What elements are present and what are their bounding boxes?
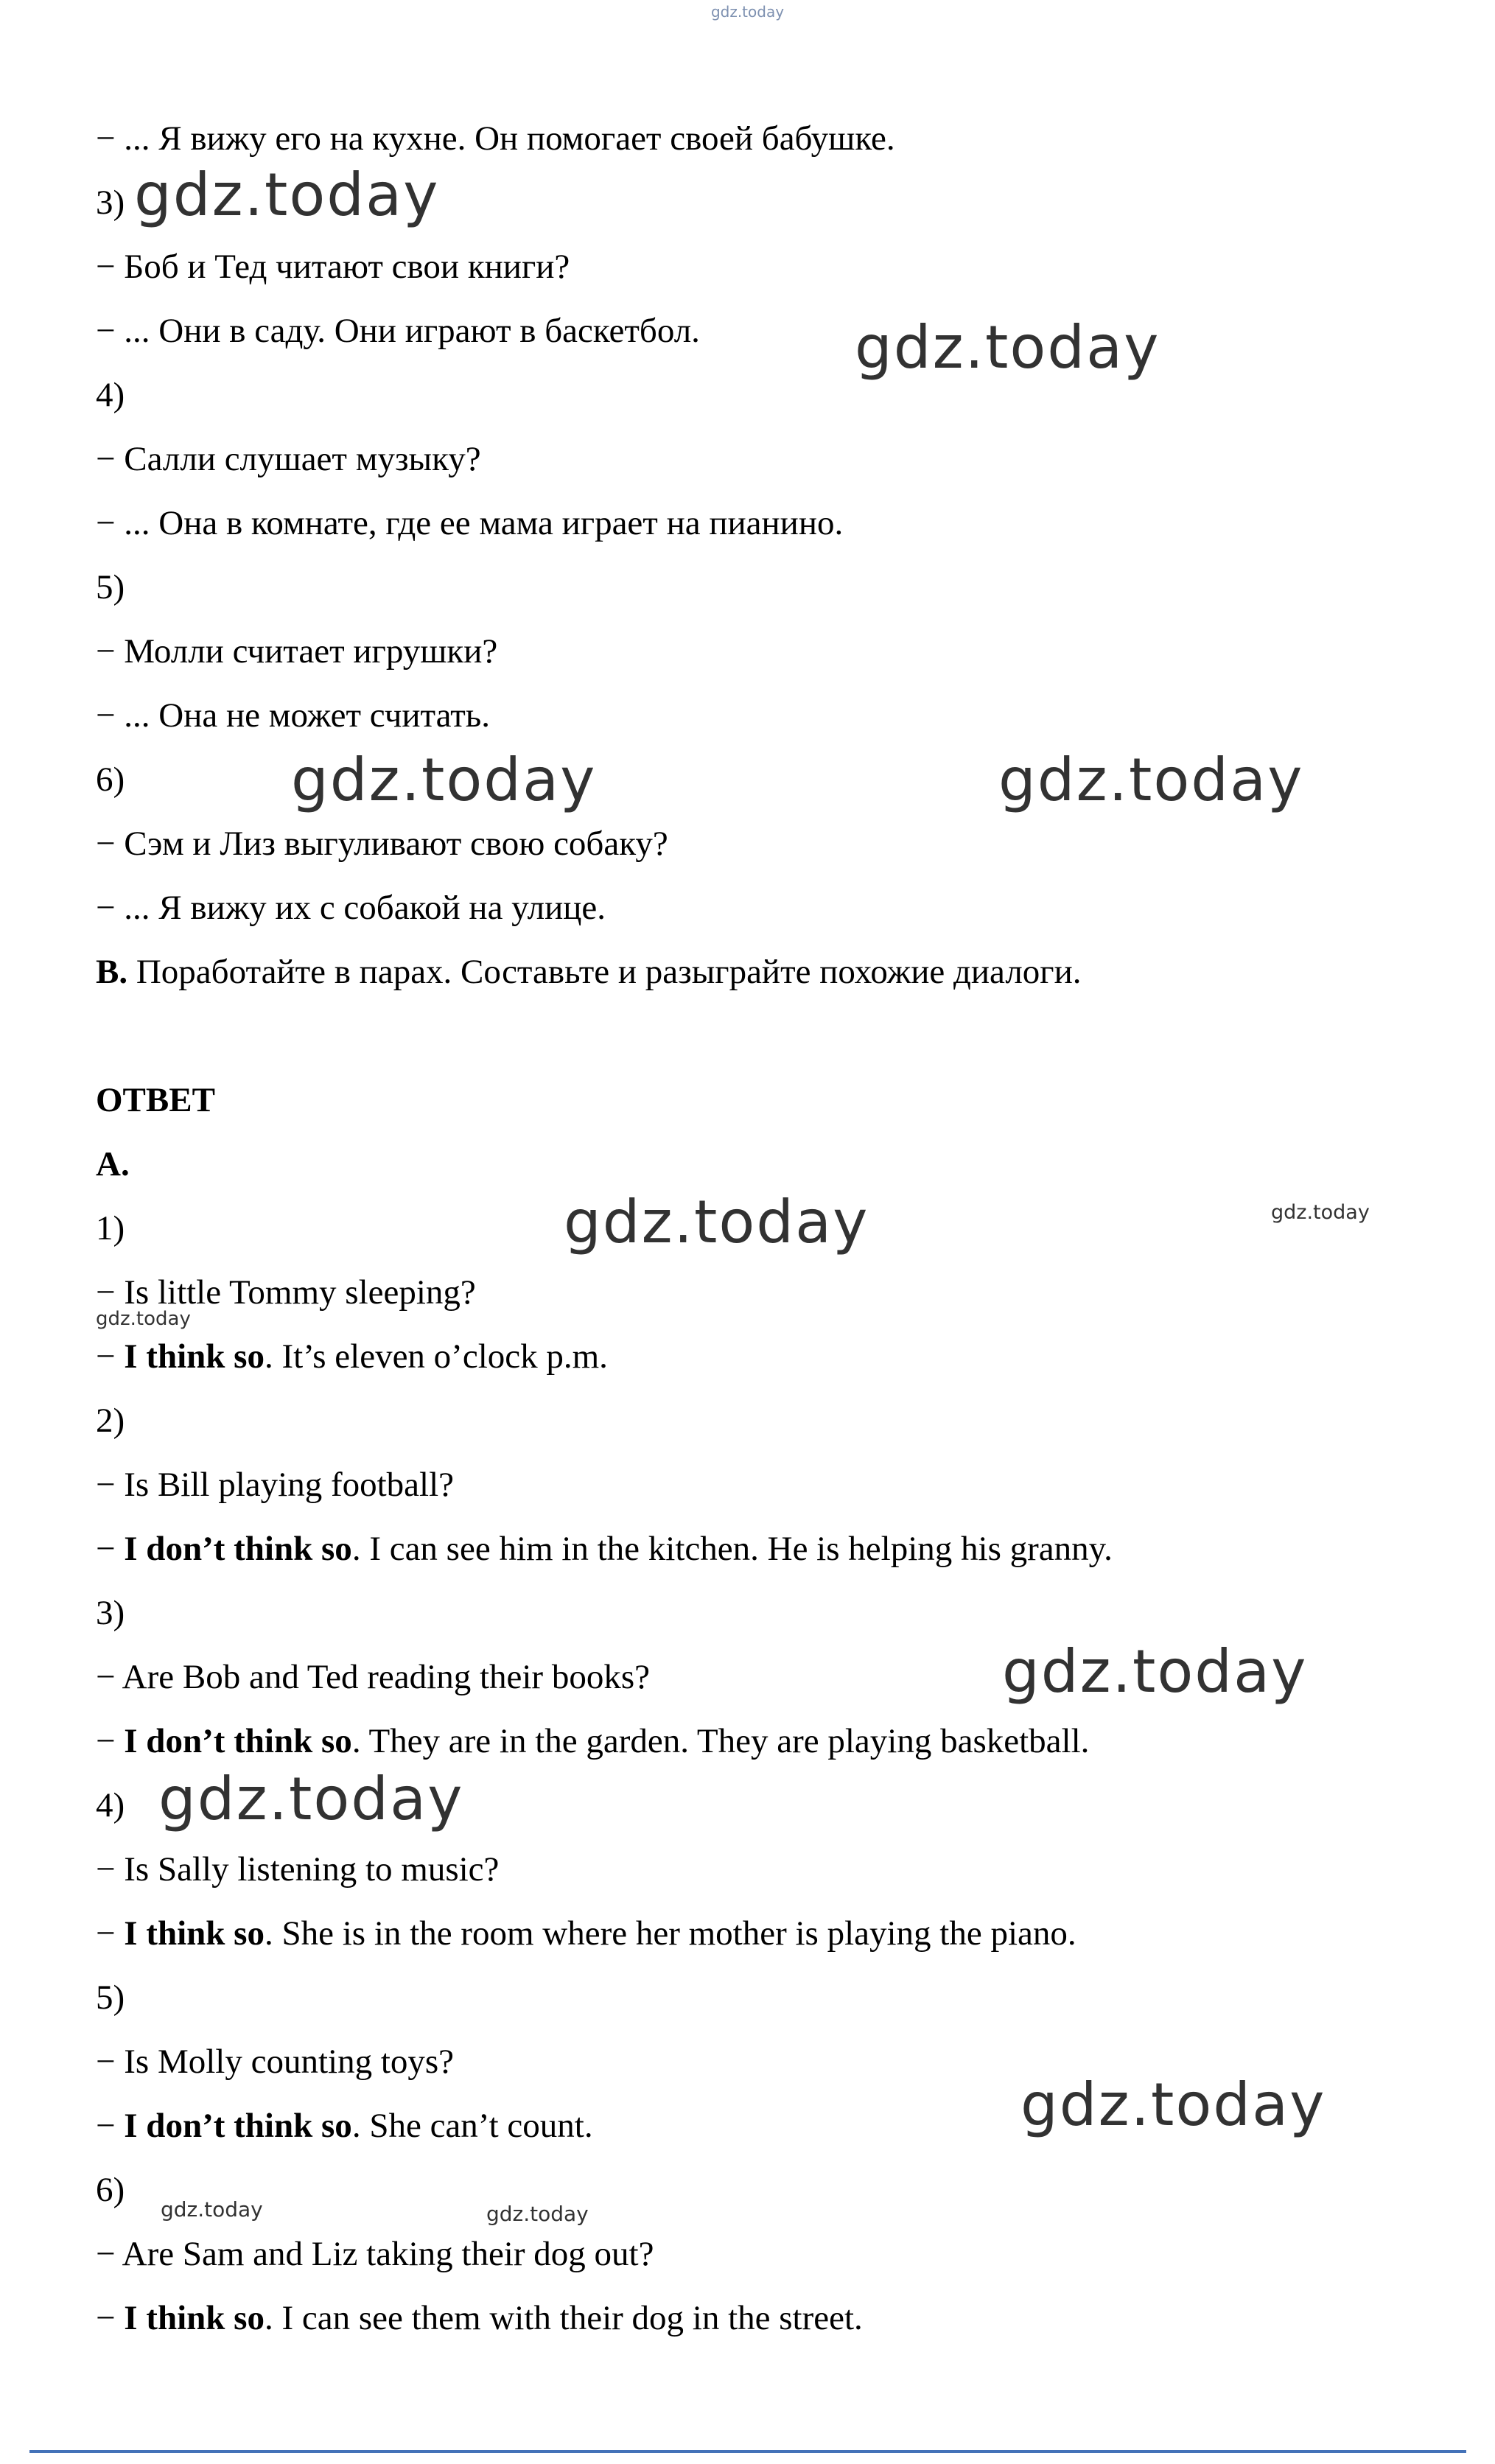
line-text: 5) <box>96 568 125 606</box>
line-text: . I can see them with their dog in the street. <box>264 2299 863 2337</box>
text-line <box>96 876 1481 940</box>
text-line <box>96 2094 1481 2158</box>
line-bold-text: I think so <box>124 2299 265 2337</box>
line-text: − Молли считает игрушки? <box>96 632 498 671</box>
line-text: − <box>96 2299 125 2337</box>
text-line <box>96 1774 1481 1838</box>
line-text: 4) <box>96 1786 125 1824</box>
watermark: gdz.today <box>1271 1201 1370 1224</box>
line-text: − ... Она не может считать. <box>96 696 490 735</box>
text-line <box>96 2030 1481 2094</box>
line-bold-text: I don’t think so <box>124 1722 352 1760</box>
watermark: gdz.today <box>1002 1637 1308 1706</box>
text-line <box>96 171 1481 235</box>
line-text: − ... Она в комнате, где ее мама играет на пианино. <box>96 504 844 542</box>
footer-rule <box>29 2450 1466 2453</box>
text-line <box>96 1517 1481 1581</box>
text-line <box>96 107 1481 171</box>
line-text: 6) <box>96 760 125 799</box>
watermark: gdz.today <box>486 2202 589 2226</box>
watermark: gdz.today <box>291 746 597 814</box>
watermark: gdz.today <box>564 1188 869 1256</box>
line-text: . It’s eleven o’clock p.m. <box>264 1337 608 1376</box>
line-text: 2) <box>96 1401 125 1440</box>
text-line <box>96 684 1481 748</box>
line-bold-text: А. <box>96 1145 130 1183</box>
text-line <box>96 1902 1481 1966</box>
text-line <box>96 363 1481 427</box>
watermark: gdz.today <box>96 1308 191 1330</box>
line-text: − ... Я вижу их с собакой на улице. <box>96 889 606 927</box>
line-text: − Is Molly counting toys? <box>96 2043 455 2081</box>
text-line <box>96 620 1481 684</box>
text-line <box>96 2286 1481 2351</box>
line-bold-text: I think so <box>124 1337 265 1376</box>
line-text: − <box>96 2107 125 2145</box>
watermark: gdz.today <box>710 3 785 21</box>
text-line <box>96 299 1481 363</box>
line-text: − Салли слушает музыку? <box>96 440 481 478</box>
line-text: 3) <box>96 183 125 222</box>
watermark: gdz.today <box>161 2197 263 2222</box>
line-text: 6) <box>96 2171 125 2209</box>
watermark: gdz.today <box>134 161 440 229</box>
text-line <box>96 1966 1481 2030</box>
text-line <box>96 1838 1481 1902</box>
line-text: 3) <box>96 1594 125 1632</box>
line-bold-text: I don’t think so <box>124 2107 352 2145</box>
text-line <box>96 2222 1481 2286</box>
text-line <box>96 491 1481 556</box>
line-text: − ... Я вижу его на кухне. Он помогает своей бабушке. <box>96 119 895 158</box>
line-text: − ... Они в саду. Они играют в баскетбол. <box>96 312 700 350</box>
line-text: − Is Bill playing football? <box>96 1466 454 1504</box>
line-bold-text: В. <box>96 953 128 991</box>
line-text: 1) <box>96 1209 125 1247</box>
line-text: − <box>96 1530 125 1568</box>
text-line <box>96 1645 1481 1709</box>
text-line <box>96 1197 1481 1261</box>
watermark: gdz.today <box>158 1765 464 1833</box>
text-line <box>96 1261 1481 1325</box>
text-line <box>96 748 1481 812</box>
line-text: − Боб и Тед читают свои книги? <box>96 248 570 286</box>
text-line <box>96 1453 1481 1517</box>
text-line <box>96 1389 1481 1453</box>
text-line <box>96 812 1481 876</box>
line-text: . They are in the garden. They are playing basketball. <box>351 1722 1090 1760</box>
text-line <box>96 235 1481 299</box>
text-line <box>96 427 1481 491</box>
line-text: − Are Sam and Liz taking their dog out? <box>96 2235 654 2273</box>
text-line <box>96 2158 1481 2222</box>
line-text: − <box>96 1337 125 1376</box>
text-line <box>96 940 1481 1004</box>
text-line <box>96 1709 1481 1774</box>
line-bold-text: ОТВЕТ <box>96 1081 215 1119</box>
line-bold-text: I don’t think so <box>124 1530 352 1568</box>
line-text: − Are Bob and Ted reading their books? <box>96 1658 650 1696</box>
watermark: gdz.today <box>1020 2071 1326 2139</box>
line-text: 5) <box>96 1978 125 2017</box>
line-text: . She can’t count. <box>351 2107 593 2145</box>
line-text: . She is in the room where her mother is playing the piano. <box>264 1914 1076 1953</box>
line-text: − <box>96 1722 125 1760</box>
text-line <box>96 1068 1481 1133</box>
text-line <box>96 1581 1481 1645</box>
text-line <box>96 556 1481 620</box>
line-text: 4) <box>96 376 125 414</box>
text-line <box>96 1325 1481 1389</box>
line-text: − Сэм и Лиз выгуливают свою собаку? <box>96 825 668 863</box>
text-line <box>96 1004 1481 1068</box>
text-line <box>96 1133 1481 1197</box>
line-text: Поработайте в парах. Составьте и разыграйте похожие диалоги. <box>127 953 1082 991</box>
line-text: − Is Sally listening to music? <box>96 1850 500 1889</box>
watermark: gdz.today <box>855 313 1160 382</box>
document-body <box>96 107 1481 2351</box>
line-text: − Is little Tommy sleeping? <box>96 1273 476 1312</box>
line-bold-text: I think so <box>124 1914 265 1953</box>
line-text: − <box>96 1914 125 1953</box>
line-text: . I can see him in the kitchen. He is helping his granny. <box>351 1530 1113 1568</box>
watermark: gdz.today <box>998 746 1304 814</box>
